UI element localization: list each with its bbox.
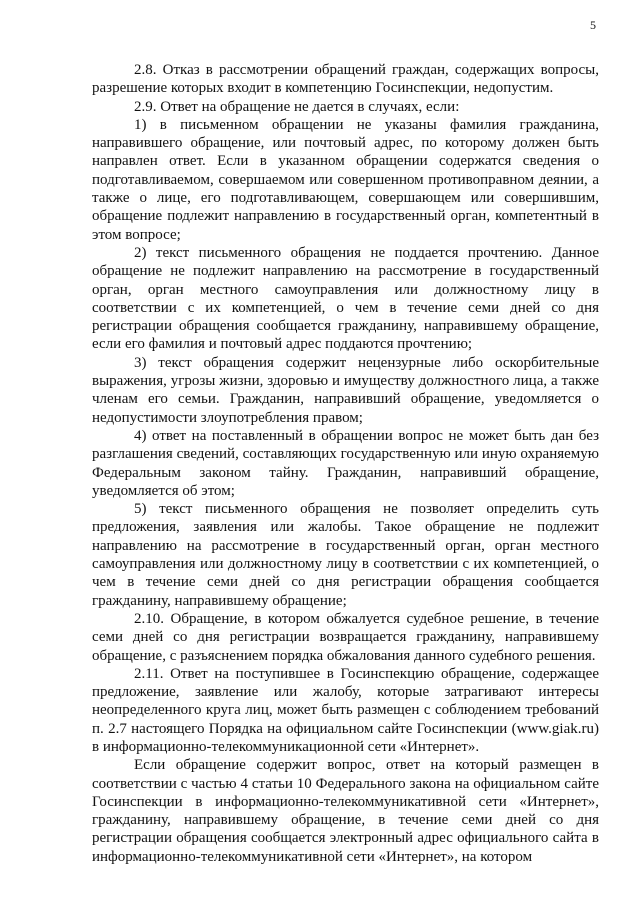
paragraph-2-10: 2.10. Обращение, в котором обжалуется судебное решение, в течение семи дней со дня регистрации возвращается гражданину, направившему обращение, с разъяснением порядка обжалования данного судебного решения. — [92, 610, 599, 664]
page-number: 5 — [590, 18, 596, 32]
list-item-3: 3) текст обращения содержит нецензурные либо оскорбительные выражения, угрозы жизни, здоровью и имуществу должностного лица, а также членам его семьи. Гражданин, направивший обращение, уведомляется о недопустимости злоупотребления правом; — [92, 354, 599, 426]
paragraph-2-11: 2.11. Ответ на поступившее в Госинспекцию обращение, содержащее предложение, заявление или жалобу, которые затрагивают интересы неопределенного круга лиц, может быть размещен с соблюдением требований п. 2.7 настоящего Порядка на официальном сайте Госинспекции (www.giak.ru) в информационно-телекоммуникационной сети «Интернет». — [92, 665, 599, 755]
paragraph-2-9: 2.9. Ответ на обращение не дается в случаях, если: — [134, 98, 460, 115]
paragraph-2-8: 2.8. Отказ в рассмотрении обращений граждан, содержащих вопросы, разрешение которых входит в компетенцию Госинспекции, недопустим. — [92, 62, 599, 97]
list-item-5: 5) текст письменного обращения не позволяет определить суть предложения, заявления или жалобы. Такое обращение не подлежит направлению на рассмотрение в государственный орган, орган местного самоуправления или должностному лицу в соответствии с их компетенцией, о чем в течение семи дней со дня регистрации обращения сообщается гражданину, направившему обращение; — [92, 501, 599, 609]
paragraph-continuation: Если обращение содержит вопрос, ответ на который размещен в соответствии с частью 4 статьи 10 Федерального закона на официальном сайте Госинспекции в информационно-телекоммуникативной сети «Интернет», гражданину, направившему обращение, в течение семи дней со дня регистрации обращения сообщается электронный адрес официального сайта в информационно-телекоммуникативной сети «Интернет», на котором — [92, 757, 599, 865]
document-body — [92, 61, 599, 866]
list-item-2: 2) текст письменного обращения не поддается прочтению. Данное обращение не подлежит направлению на рассмотрение в государственный орган, орган местного самоуправления или должностному лицу в соответствии с их компетенцией, о чем в течение семи дней со дня регистрации обращения сообщается гражданину, направившему обращение, если его фамилия и почтовый адрес поддаются прочтению; — [92, 244, 599, 353]
list-item-4: 4) ответ на поставленный в обращении вопрос не может быть дан без разглашения сведений, составляющих государственную или иную охраняемую Федеральным законом тайну. Гражданин, направивший обращение, уведомляется об этом; — [92, 427, 599, 499]
list-item-1: 1) в письменном обращении не указаны фамилия гражданина, направившего обращение, или почтовый адрес, по которому должен быть направлен ответ. Если в указанном обращении содержатся сведения о подготавливаемом, совершаемом или совершенном противоправном деянии, а также о лице, его подготавливающем, совершающем или совершившим, обращение подлежит направлению в государственный орган, компетентный в этом вопросе; — [92, 116, 599, 243]
